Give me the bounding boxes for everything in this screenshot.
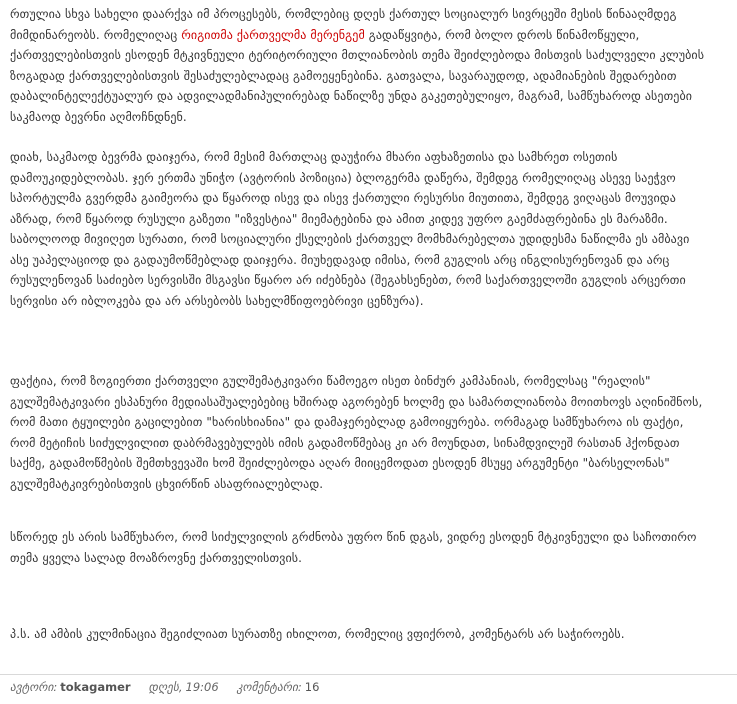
author-label: ავტორი: <box>10 680 58 694</box>
footer-divider <box>0 674 737 675</box>
post-paragraph-5: პ.ს. ამ ამბის კულმინაცია შეგიძლიათ სურათზე იხილოთ, რომელიც ვფიქრობ, კომენტარს არ საჭიროებს. <box>10 627 625 641</box>
paragraph-text: გადაწყვიტა, რომ ბოლო დროს წინამოწყული, ქართველებისთვის ესოდენ მტკივნეული ტერიტორიული მთლიანობის თემა შეიძლებოდა მისთვის საძულველი კლუბის ზოგადად ქართველებისთვის შესაძულებლადაც გამოეყენებინა. გათვალა, სავარაუდოდ, ადამიანების შედარებით დაბალინტელექტუალურ და ადვილადმანიპულირებად ნაწილზე უნდა გაკეთებულიყო, მაგრამ, სამწუხაროდ ასეთები საკმაოდ ბევრნი აღმოჩნდნენ. <box>10 27 705 124</box>
author-link[interactable]: tokagamer <box>60 680 131 694</box>
date-label: დღეს, <box>148 680 183 694</box>
paragraph-text: რთულია სხვა სახელი დაარქვა იმ პროცესებს, რომლებიც დღეს ქართულ სოციალურ სივრცეში მესის წინააღმდეგ მიმდინარეობს. რომელიღაც <box>10 7 677 42</box>
comments-label[interactable]: კომენტარი: <box>236 680 302 694</box>
post-time: 19:06 <box>185 680 219 694</box>
highlighted-phrase: რიგითმა ქართველმა მერენგემ <box>181 27 365 42</box>
post-paragraph-3: ფაქტია, რომ ზოგიერთი ქართველი გულშემატკივარი წამოეგო ისეთ ბინძურ კამპანიას, რომელსაც "რეალის" გულშემატკივარი ესპანური მედიასაშუალებებიც ხშირად აგორებენ ხოლმე და სამართლიანობა მოითხოვს აღინიშნოს, რომ მათი ტყუილები გაცილებით "ხარისხიანია" და დამაჯერებლად გამოიყურება. ორმაგად სამწუხაროა ის ფაქტი, რომ მეტიჩის სიძულვილით დაბრმავებულებს იმის გადამოწმებაც კი არ მოუნდათ, სინამდვილეშ რასთან ჰქონდათ საქმე, გადამოწმების შემთხვევაში ხომ შეიძლებოდა აღარ მიიცემოდათ ესოდენ მსუყე არგუმენტი "ბარსელონას" გულშემატკივრებისთვის ცხვირწინ ასაფრიალებლად. <box>10 374 703 491</box>
post-paragraph-4: სწორედ ეს არის სამწუხარო, რომ სიძულვილის გრძნობა უფრო წინ დგას, ვიდრე ესოდენ მტკივნეული და საჩოთირო თემა ყველა სალად მოაზროვნე ქართველისთვის. <box>10 530 697 565</box>
post-footer <box>10 680 319 694</box>
post-paragraph-2: დიახ, საკმაოდ ბევრმა დაიჯერა, რომ მესიმ მართლაც დაუჭირა მხარი აფხაზეთისა და სამხრეთ ოსეთის დამოუკიდებლობას. ჯერ ერთმა უნიჭო (ავტორის პოზიცია) ბლოგერმა დაწერა, შემდეგ რომელიღაც ასევე საეჭვო სპორტულმა გვერდმა გაიმეორა და წყაროდ ისევ და ისევ ქართული რესურსი მიუთითა, შემდეგ ვიღაცას მოუვიდა აზრად, რომ წყაროდ რუსული გაზეთი "იზვესტია" მიემატებინა და ამით კიდევ უფრო გაემძაფრებინა ეს მარაზმი. საბოლოოდ მივიღეთ სურათი, რომ სოციალური ქსელების ქართველ მომხმარებელთა უდიდესმა ნაწილმა ეს ამბავი ასე უაპელაციოდ და გადაუმოწმებლად დაიჯერა. მიუხედავად იმისა, რომ გუგლის არც ინგლისურენოვან და არც რუსულენოვან საძიებო სერვისში მსგავსი წყარო არ იძებნება (შეგახსენებთ, რომ საქართველოში გუგლის არცერთი სერვისი არ იბლოკება და არ არსებობს სახელმწიფოებრივი ცენზურა). <box>10 150 690 308</box>
comments-count[interactable]: 16 <box>304 680 320 694</box>
post-paragraph-1 <box>10 4 712 127</box>
